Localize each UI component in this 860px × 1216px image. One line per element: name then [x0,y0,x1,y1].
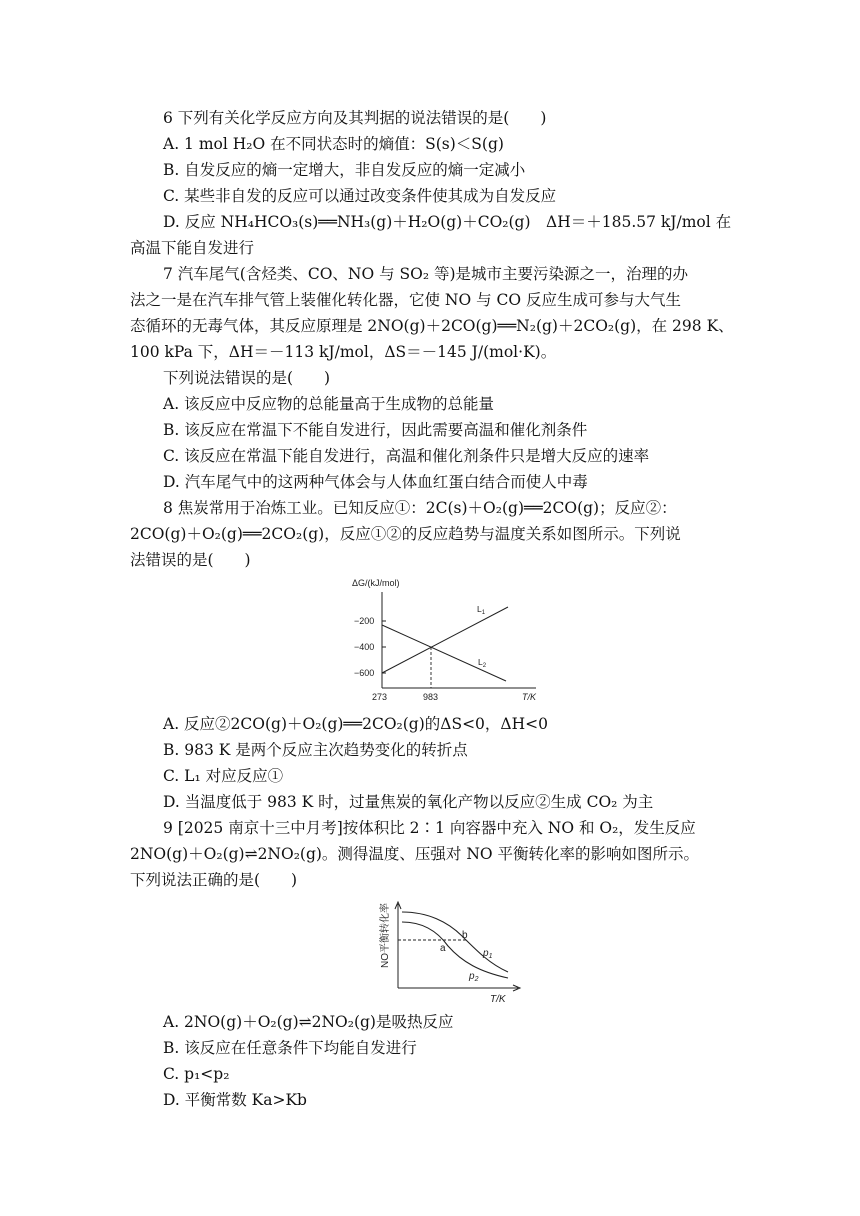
q9-option-a: A. 2NO(g)＋O₂(g)⇌2NO₂(g)是吸热反应 [163,1013,454,1031]
chart2-series-p1 [402,912,508,972]
chart1-xtick-label-273: 273 [372,692,388,702]
chart1-xtick-label-983: 983 [423,692,439,702]
chart1-series-l1 [382,607,508,673]
q7-prompt: 下列说法错误的是( ) [163,369,331,387]
q7-stem-4: 100 kPa 下，ΔH＝－113 kJ/mol，ΔS＝－145 J/(mol·K)。 [130,343,557,361]
q7-stem-2: 法之一是在汽车排气管上装催化转化器，它使 NO 与 CO 反应生成可参与大气生 [130,291,682,309]
chart1-ytick-label-400: −400 [354,642,375,652]
q6-option-d-cont: 高温下能自发进行 [130,239,255,257]
q9-option-b: B. 该反应在任意条件下均能自发进行 [163,1039,417,1057]
q8-option-d: D. 当温度低于 983 K 时，过量焦炭的氧化产物以反应②生成 CO₂ 为主 [163,793,654,811]
q8-option-b: B. 983 K 是两个反应主次趋势变化的转折点 [163,741,468,759]
chart1-ytick-label-600: −600 [354,668,375,678]
chart2-legend-p2: $p_2$ [469,971,479,983]
q9-option-d: D. 平衡常数 Ka>Kb [163,1091,307,1109]
q9-stem-1: 9 [2025 南京十三中月考]按体积比 2∶1 向容器中充入 NO 和 O₂，发生反应 [163,819,696,837]
q7-stem-1: 7 汽车尾气(含烃类、CO、NO 与 SO₂ 等)是城市主要污染源之一，治理的办 [163,265,689,283]
chart1-ylabel: ΔG/(kJ/mol) [352,578,400,588]
q9-stem-2: 2NO(g)＋O₂(g)⇌2NO₂(g)。测得温度、压强对 NO 平衡转化率的影响如图所示。 [130,845,700,863]
no-conversion-chart [372,898,522,1004]
chart2-legend-p1: $p_1$ [483,948,493,960]
delta-g-chart [340,574,550,706]
q7-option-c: C. 该反应在常温下能自发进行，高温和催化剂条件只是增大反应的速率 [163,447,650,465]
chart1-xlabel: T/K [522,692,537,702]
chart2-point-a: a [440,943,446,954]
chart1-ytick-label-200: −200 [354,616,375,626]
q6-option-a: A. 1 mol H₂O 在不同状态时的熵值：S(s)＜S(g) [163,135,504,153]
q7-option-b: B. 该反应在常温下不能自发进行，因此需要高温和催化剂条件 [163,421,588,439]
q6-stem: 6 下列有关化学反应方向及其判据的说法错误的是( ) [163,109,547,127]
q6-option-b: B. 自发反应的熵一定增大，非自发反应的熵一定减小 [163,161,526,179]
q8-stem-2: 2CO(g)＋O₂(g)══2CO₂(g)，反应①②的反应趋势与温度关系如图所示。下列说 [130,525,681,543]
q7-option-a: A. 该反应中反应物的总能量高于生成物的总能量 [163,395,495,413]
q8-stem-3: 法错误的是( ) [130,551,251,569]
chart1-series-l2 [382,625,506,681]
chart1-legend-l1: $L_1$ [477,604,486,616]
chart2-ylabel: NO平衡转化率 [380,903,391,968]
q6-option-d: D. 反应 NH₄HCO₃(s)══NH₃(g)＋H₂O(g)＋CO₂(g) ΔH＝＋185.57 kJ/mol 在 [163,213,732,231]
q6-option-c: C. 某些非自发的反应可以通过改变条件使其成为自发反应 [163,187,557,205]
q7-stem-3: 态循环的无毒气体，其反应原理是 2NO(g)＋2CO(g)══N₂(g)＋2CO₂(g)，在 298 K、 [130,317,734,335]
q9-stem-3: 下列说法正确的是( ) [130,871,298,889]
q8-option-a: A. 反应②2CO(g)＋O₂(g)══2CO₂(g)的ΔS<0，ΔH<0 [163,715,548,733]
q9-option-c: C. p₁<p₂ [163,1065,230,1083]
q8-option-c: C. L₁ 对应反应① [163,767,284,785]
q8-stem-1: 8 焦炭常用于冶炼工业。已知反应①：2C(s)＋O₂(g)══2CO(g)；反应②： [163,499,677,517]
q7-option-d: D. 汽车尾气中的这两种气体会与人体血红蛋白结合而使人中毒 [163,473,588,491]
chart1-legend-l2: $L_2$ [478,657,487,669]
chart2-xlabel: T/K [490,994,506,1004]
chart2-point-b: b [462,930,468,941]
